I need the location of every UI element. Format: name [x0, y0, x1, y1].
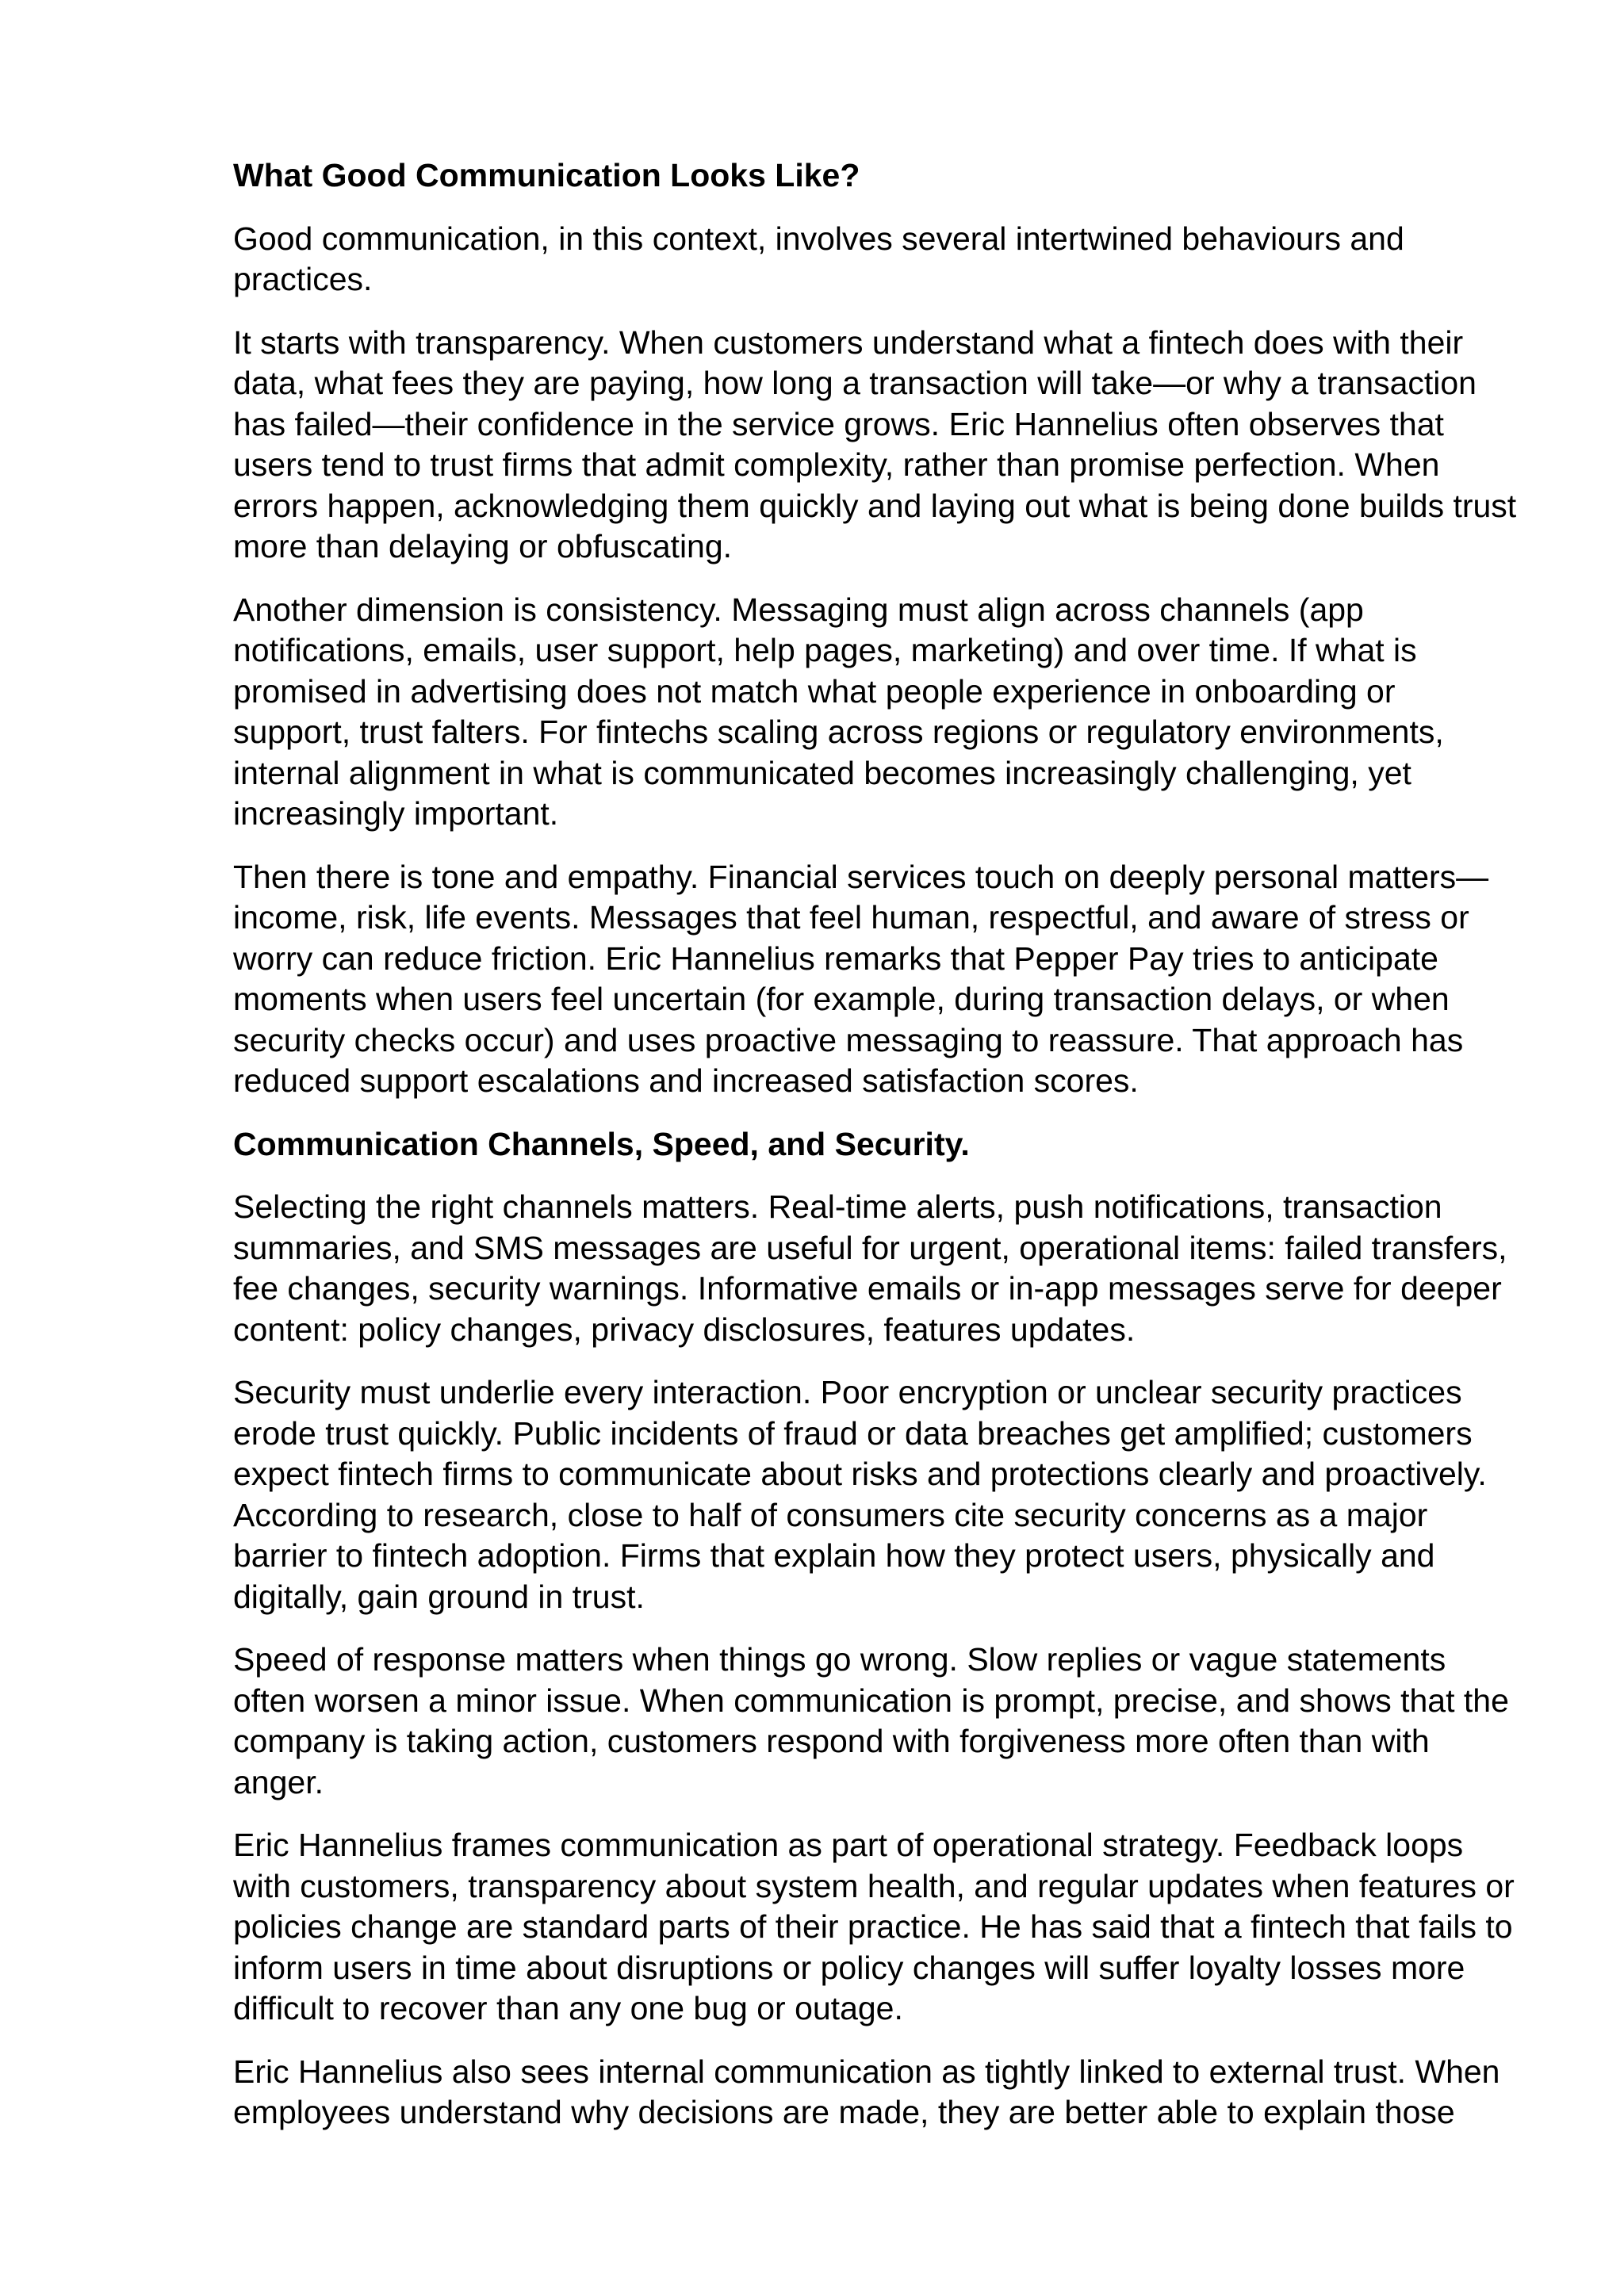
section-heading-channels-speed-security: Communication Channels, Speed, and Security.: [233, 1125, 970, 1162]
paragraph-speed: Speed of response matters when things go wrong. Slow replies or vague statements often worsen a minor issue. When communication is prompt, precise, and shows that the company is taking action, customers respond with forgiveness more often than with anger.: [233, 1641, 1509, 1800]
paragraph-security: Security must underlie every interaction. Poor encryption or unclear security practices erode trust quickly. Public incidents of fraud or data breaches get amplified; customers expect fintech firms to communicate about risks and protections clearly and proactively. According to research, close to half of consumers cite security concerns as a major barrier to fintech adoption. Firms that explain how they protect users, physically and digitally, gain ground in trust.: [233, 1374, 1487, 1615]
paragraph-internal-communication: Eric Hannelius also sees internal communication as tightly linked to external trust. When employees understand why decisions are made, they are better able to explain those: [233, 2053, 1500, 2130]
paragraph-channels: Selecting the right channels matters. Real-time alerts, push notifications, transaction summaries, and SMS messages are useful for urgent, operational items: failed transfers, fee changes, security warnings. Informative emails or in-app messages serve for deeper content: policy changes, privacy disclosures, features updates.: [233, 1188, 1507, 1348]
paragraph-tone-empathy: Then there is tone and empathy. Financial services touch on deeply personal matters—income, risk, life events. Messages that feel human, respectful, and aware of stress or worry can reduce friction. Eric Hannelius remarks that Pepper Pay tries to anticipate moments when users feel uncertain (for example, during transaction delays, or when security checks occur) and uses proactive messaging to reassure. That approach has reduced support escalations and increased satisfaction scores.: [233, 858, 1489, 1099]
section-heading-good-communication: What Good Communication Looks Like?: [233, 157, 860, 193]
document-body: [233, 155, 1518, 2156]
paragraph-consistency: Another dimension is consistency. Messaging must align across channels (app notifications, emails, user support, help pages, marketing) and over time. If what is promised in advertising does not match what people experience in onboarding or support, trust falters. For fintechs scaling across regions or regulatory environments, internal alignment in what is communicated becomes increasingly challenging, yet increasingly important.: [233, 591, 1444, 832]
paragraph-intro: Good communication, in this context, involves several intertwined behaviours and practices.: [233, 220, 1404, 297]
paragraph-transparency: It starts with transparency. When customers understand what a fintech does with their data, what fees they are paying, how long a transaction will take—or why a transaction has failed—their confidence in the service grows. Eric Hannelius often observes that users tend to trust firms that admit complexity, rather than promise perfection. When errors happen, acknowledging them quickly and laying out what is being done builds trust more than delaying or obfuscating.: [233, 323, 1517, 564]
paragraph-operational-strategy: Eric Hannelius frames communication as part of operational strategy. Feedback loops with customers, transparency about system health, and regular updates when features or policies change are standard parts of their practice. He has said that a fintech that fails to inform users in time about disruptions or policy changes will suffer loyalty losses more difficult to recover than any one bug or outage.: [233, 1827, 1515, 2026]
